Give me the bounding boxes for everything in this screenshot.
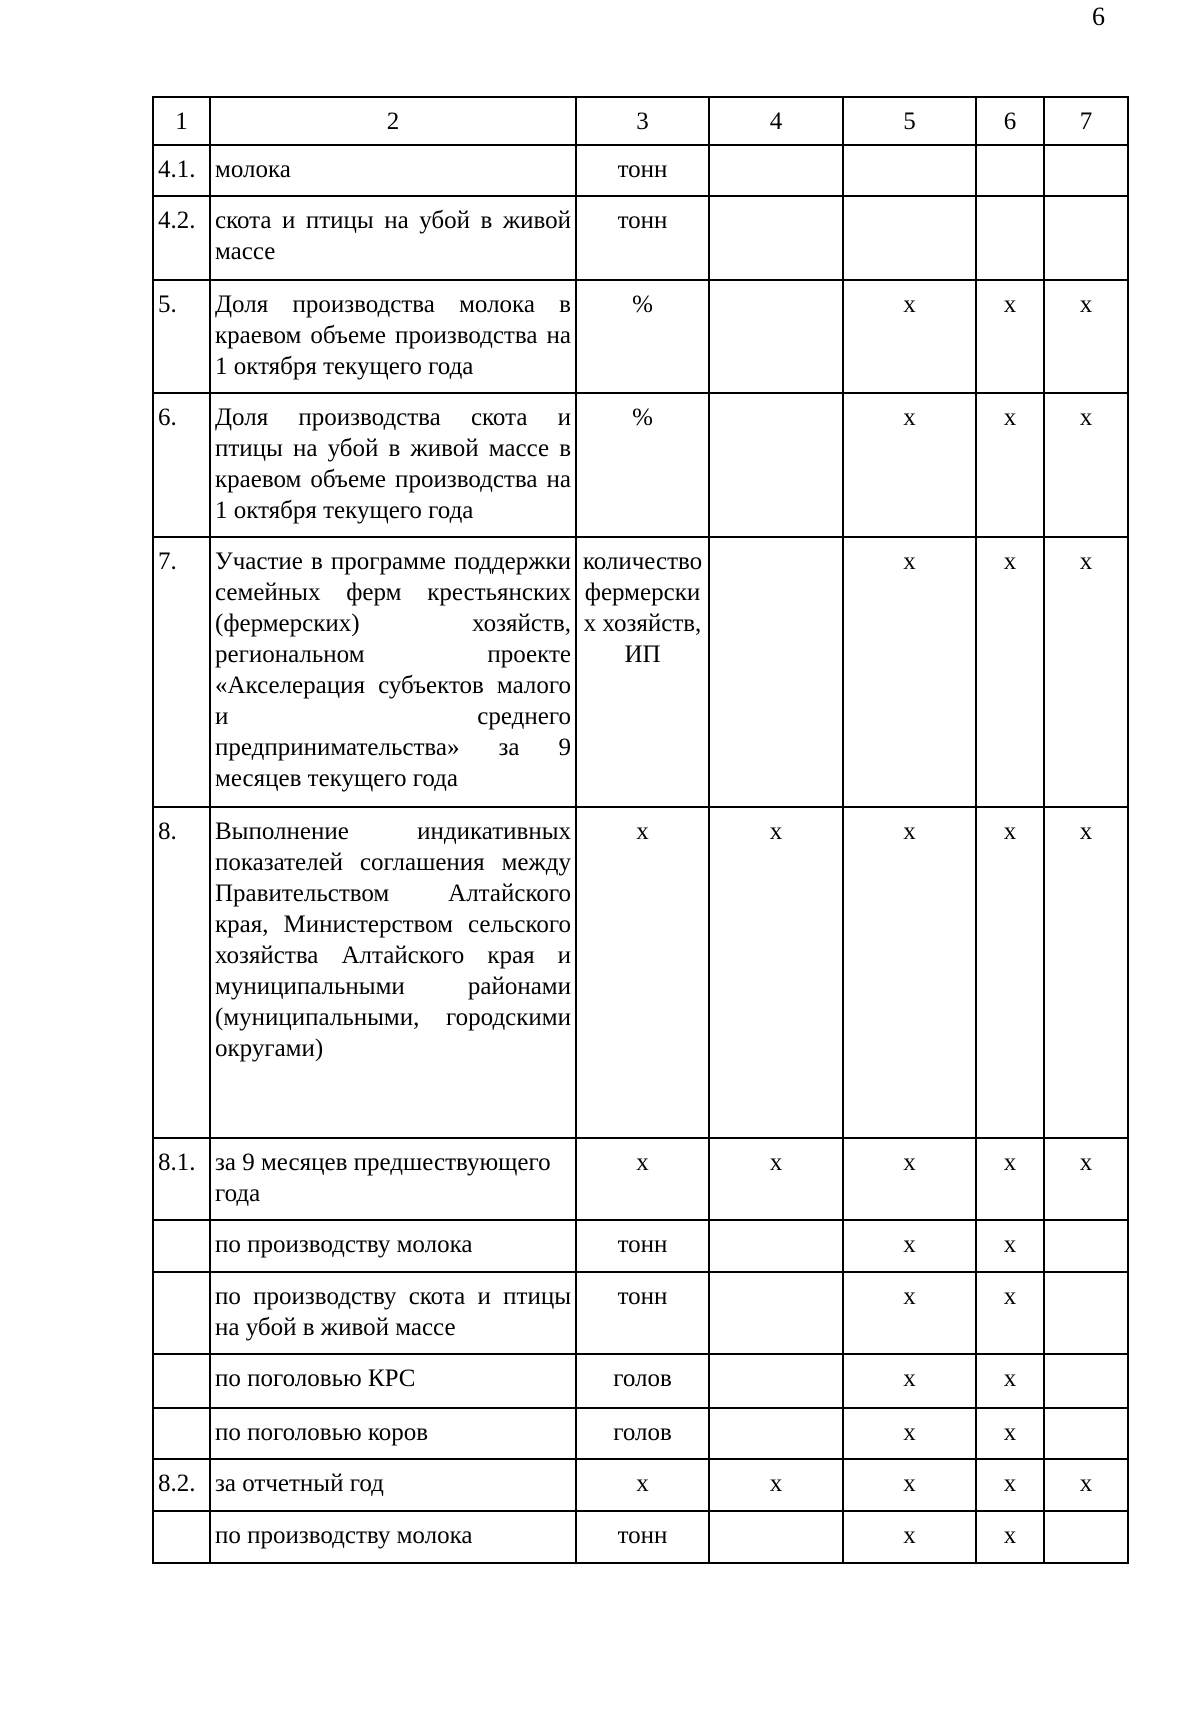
unit-cell: количество фермерских хозяйств, ИП — [576, 537, 709, 807]
row-number — [153, 1511, 210, 1563]
value-cell-col5: х — [843, 393, 976, 537]
value-cell-col4 — [709, 145, 843, 196]
row-number — [153, 1354, 210, 1408]
value-cell-col4 — [709, 196, 843, 280]
unit-cell: тонн — [576, 1272, 709, 1354]
value-cell-col7 — [1044, 1220, 1128, 1272]
value-cell-col7: х — [1044, 1459, 1128, 1511]
value-cell-col5: х — [843, 280, 976, 393]
table-row — [153, 1408, 1128, 1459]
header-cell: 4 — [709, 97, 843, 145]
value-cell-col6: х — [976, 393, 1044, 537]
header-cell: 5 — [843, 97, 976, 145]
header-row — [153, 97, 1128, 145]
indicator-name: по поголовью КРС — [210, 1354, 576, 1408]
unit-cell: тонн — [576, 196, 709, 280]
value-cell-col6: х — [976, 807, 1044, 1138]
unit-cell: тонн — [576, 1511, 709, 1563]
value-cell-col6: х — [976, 1220, 1044, 1272]
value-cell-col5: х — [843, 1220, 976, 1272]
unit-cell: тонн — [576, 145, 709, 196]
value-cell-col5 — [843, 145, 976, 196]
value-cell-col7 — [1044, 1272, 1128, 1354]
row-number — [153, 1408, 210, 1459]
table-row — [153, 196, 1128, 280]
table-row — [153, 1272, 1128, 1354]
indicator-name: по производству молока — [210, 1511, 576, 1563]
indicator-name: по производству скота и птицы на убой в живой массе — [210, 1272, 576, 1354]
header-cell: 6 — [976, 97, 1044, 145]
value-cell-col7 — [1044, 1354, 1128, 1408]
table-row — [153, 1220, 1128, 1272]
unit-cell: х — [576, 807, 709, 1138]
page-number: 6 — [1092, 2, 1105, 31]
table-row — [153, 145, 1128, 196]
indicator-name: за отчетный год — [210, 1459, 576, 1511]
row-number: 8. — [153, 807, 210, 1138]
value-cell-col6: х — [976, 1138, 1044, 1220]
unit-cell: голов — [576, 1354, 709, 1408]
row-number: 6. — [153, 393, 210, 537]
indicator-name: по производству молока — [210, 1220, 576, 1272]
unit-cell: х — [576, 1138, 709, 1220]
table-row — [153, 807, 1128, 1138]
row-number: 8.1. — [153, 1138, 210, 1220]
value-cell-col7: х — [1044, 807, 1128, 1138]
value-cell-col6: х — [976, 1459, 1044, 1511]
value-cell-col6: х — [976, 537, 1044, 807]
value-cell-col4: х — [709, 1138, 843, 1220]
table-row — [153, 1511, 1128, 1563]
value-cell-col4 — [709, 537, 843, 807]
value-cell-col5: х — [843, 1408, 976, 1459]
unit-cell: % — [576, 393, 709, 537]
indicators-table — [152, 96, 1129, 1564]
header-cell: 2 — [210, 97, 576, 145]
value-cell-col5: х — [843, 1354, 976, 1408]
value-cell-col4: х — [709, 1459, 843, 1511]
value-cell-col4 — [709, 1408, 843, 1459]
table-row — [153, 1354, 1128, 1408]
row-number — [153, 1272, 210, 1354]
value-cell-col7: х — [1044, 280, 1128, 393]
row-number — [153, 1220, 210, 1272]
value-cell-col7 — [1044, 1408, 1128, 1459]
row-number: 7. — [153, 537, 210, 807]
value-cell-col5: х — [843, 807, 976, 1138]
row-number: 5. — [153, 280, 210, 393]
table-row — [153, 1459, 1128, 1511]
value-cell-col6: х — [976, 1272, 1044, 1354]
value-cell-col5: х — [843, 1511, 976, 1563]
value-cell-col4 — [709, 1272, 843, 1354]
value-cell-col6: х — [976, 1354, 1044, 1408]
value-cell-col7: х — [1044, 393, 1128, 537]
value-cell-col5: х — [843, 1272, 976, 1354]
value-cell-col7: х — [1044, 537, 1128, 807]
value-cell-col5: х — [843, 1138, 976, 1220]
row-number: 8.2. — [153, 1459, 210, 1511]
value-cell-col4 — [709, 280, 843, 393]
value-cell-col4: х — [709, 807, 843, 1138]
value-cell-col7 — [1044, 196, 1128, 280]
indicator-name: Доля производства молока в краевом объеме производства на 1 октября текущего года — [210, 280, 576, 393]
value-cell-col7 — [1044, 1511, 1128, 1563]
value-cell-col6 — [976, 196, 1044, 280]
value-cell-col7: х — [1044, 1138, 1128, 1220]
indicator-name: молока — [210, 145, 576, 196]
indicator-name: Выполнение индикативных показателей соглашения между Правительством Алтайского края, Министерством сельского хозяйства Алтайского края и муниципальными районами (муниципальными, городскими округами) — [210, 807, 576, 1138]
value-cell-col5: х — [843, 1459, 976, 1511]
value-cell-col6: х — [976, 280, 1044, 393]
unit-cell: тонн — [576, 1220, 709, 1272]
table-row — [153, 537, 1128, 807]
value-cell-col7 — [1044, 145, 1128, 196]
table-row — [153, 280, 1128, 393]
table-row — [153, 393, 1128, 537]
value-cell-col4 — [709, 1511, 843, 1563]
value-cell-col6 — [976, 145, 1044, 196]
unit-cell: % — [576, 280, 709, 393]
unit-cell: х — [576, 1459, 709, 1511]
value-cell-col5: х — [843, 537, 976, 807]
indicator-name: за 9 месяцев предшествующего года — [210, 1138, 576, 1220]
indicator-name: скота и птицы на убой в живой массе — [210, 196, 576, 280]
header-cell: 3 — [576, 97, 709, 145]
value-cell-col4 — [709, 1220, 843, 1272]
unit-cell: голов — [576, 1408, 709, 1459]
value-cell-col6: х — [976, 1408, 1044, 1459]
indicator-name: Участие в программе поддержки семейных ферм крестьянских (фермерских) хозяйств, региональном проекте «Акселерация субъектов малого и среднего предпринимательства» за 9 месяцев текущего года — [210, 537, 576, 807]
value-cell-col4 — [709, 1354, 843, 1408]
value-cell-col5 — [843, 196, 976, 280]
header-cell: 1 — [153, 97, 210, 145]
row-number: 4.2. — [153, 196, 210, 280]
header-cell: 7 — [1044, 97, 1128, 145]
indicator-name: Доля производства скота и птицы на убой в живой массе в краевом объеме производства на 1 октября текущего года — [210, 393, 576, 537]
row-number: 4.1. — [153, 145, 210, 196]
table-row — [153, 1138, 1128, 1220]
value-cell-col6: х — [976, 1511, 1044, 1563]
indicator-name: по поголовью коров — [210, 1408, 576, 1459]
value-cell-col4 — [709, 393, 843, 537]
